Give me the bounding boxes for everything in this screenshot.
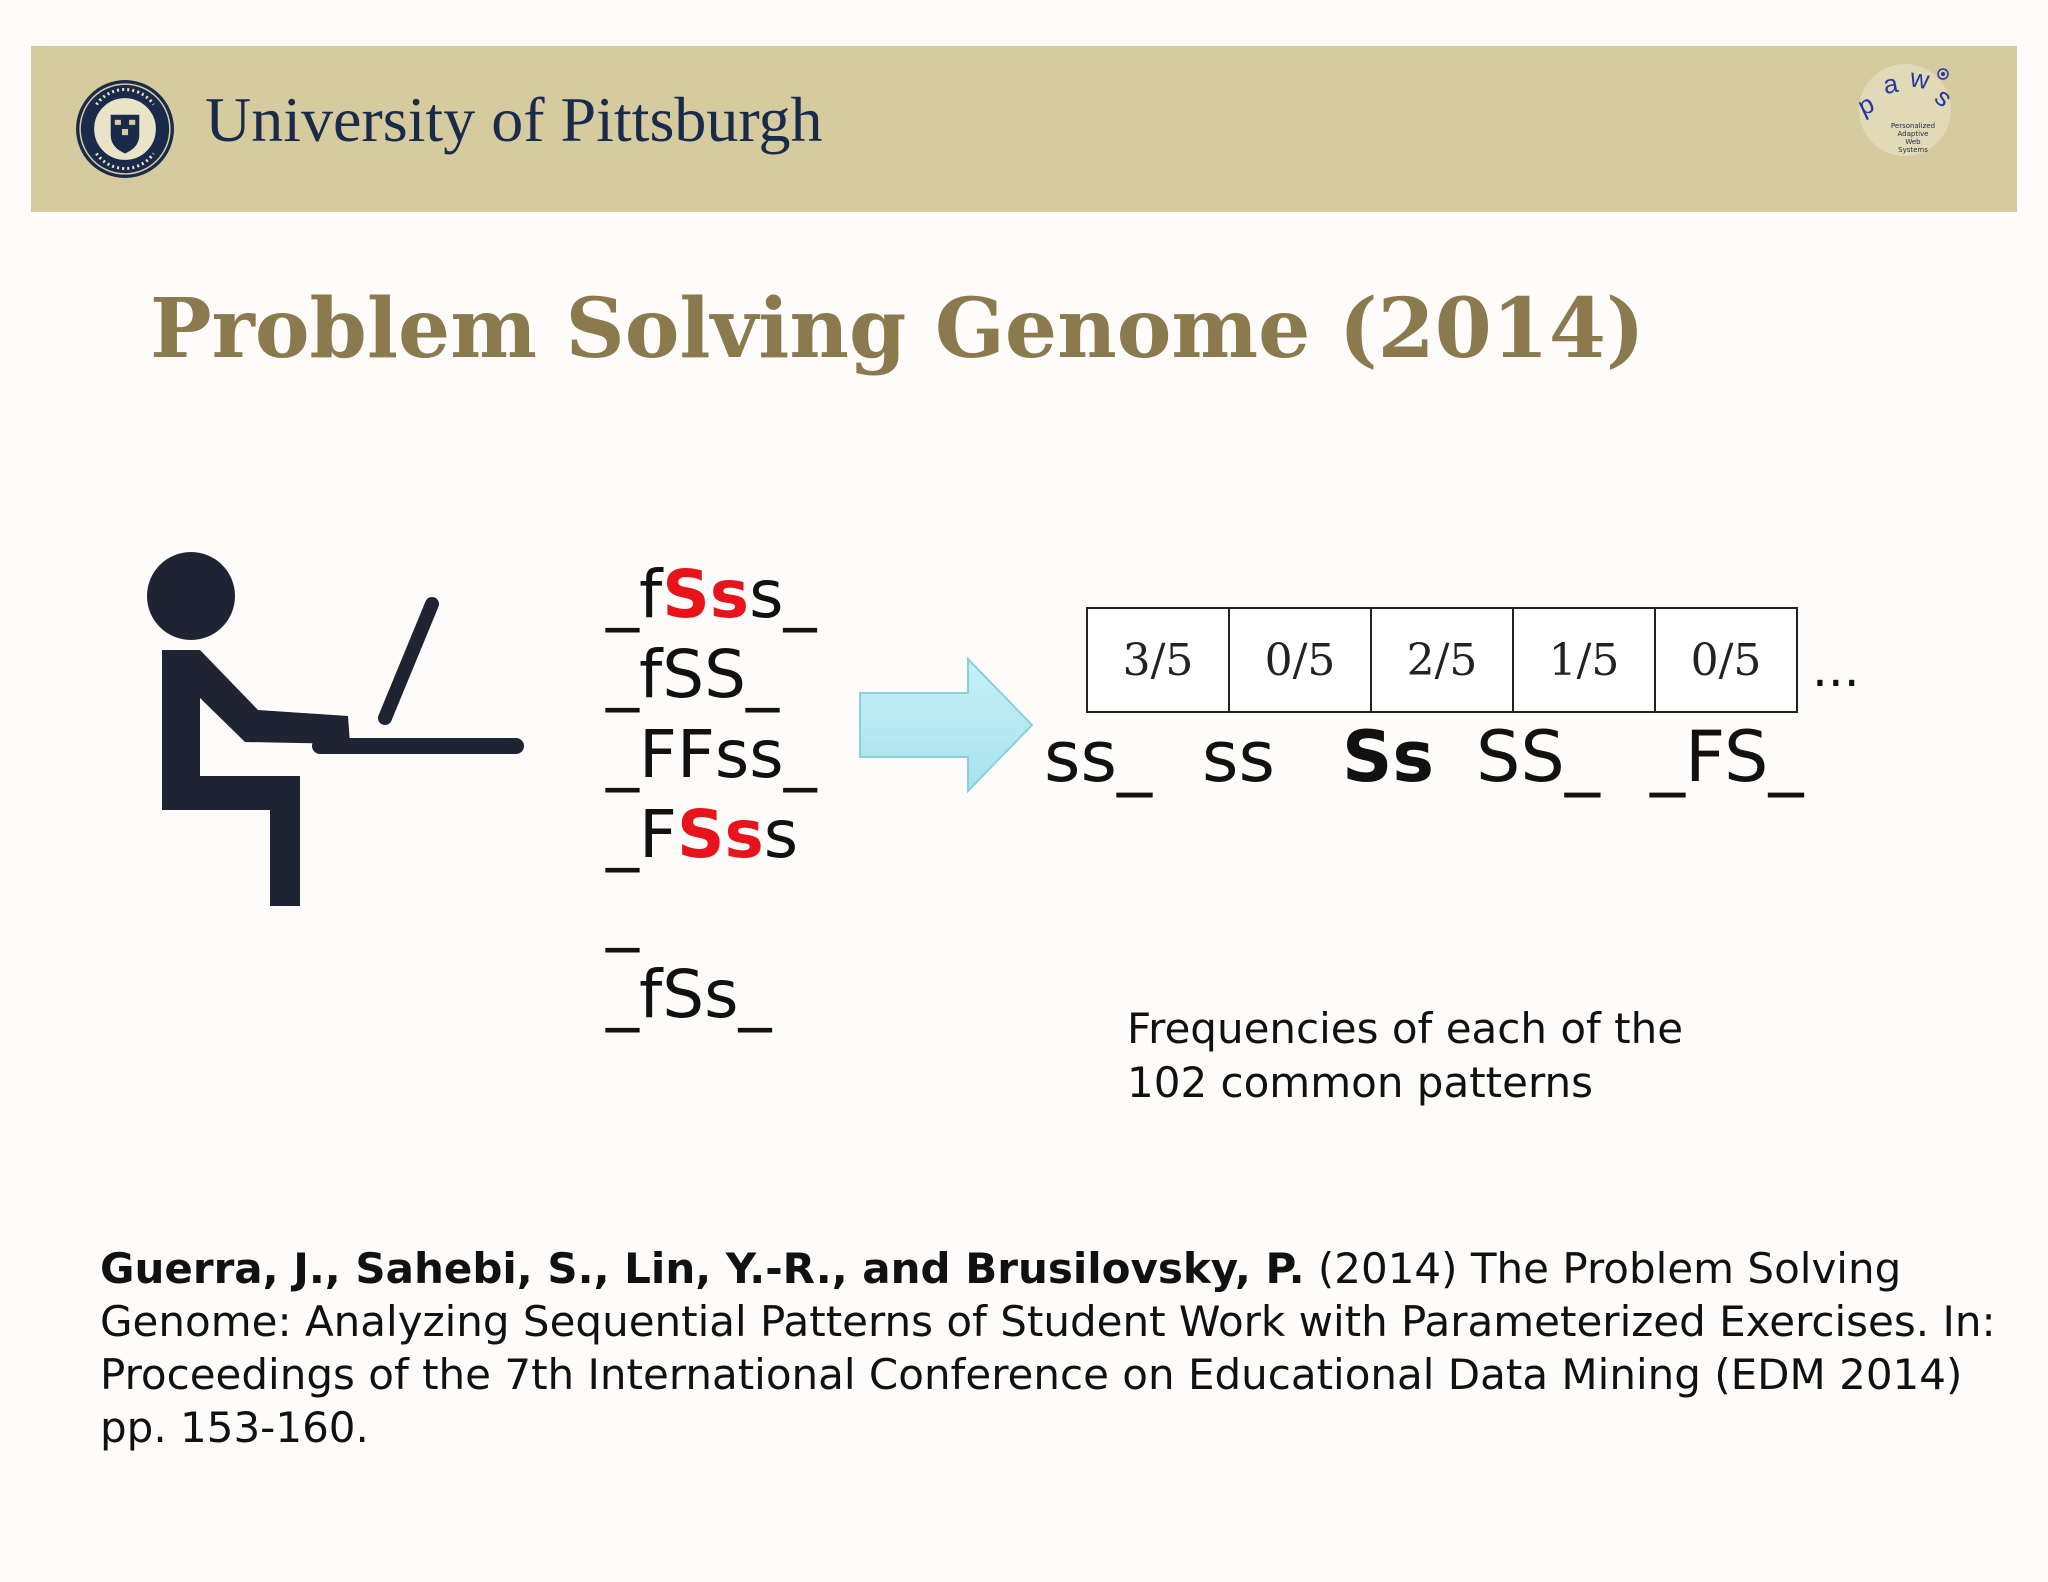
university-name: University of Pittsburgh bbox=[205, 84, 823, 155]
sequence-line bbox=[606, 875, 817, 955]
citation-text: (2014) The Problem Solving Genome: Analyzing Sequential Patterns of Student Work with Parameterized Exercises. In: Proceedings of the 7th International Conference on Educational Data Mining (EDM 2014) pp. 153-160. bbox=[100, 1244, 1996, 1452]
frequency-cell: 2/5 bbox=[1370, 607, 1514, 713]
right-arrow-icon bbox=[856, 655, 1036, 795]
sequence-line bbox=[606, 955, 817, 1035]
paws-caption: Web bbox=[1905, 138, 1921, 146]
paws-caption: Systems bbox=[1898, 146, 1928, 154]
paws-letter: a bbox=[1880, 67, 1901, 100]
frequency-cell: 0/5 bbox=[1654, 607, 1798, 713]
pattern-label: _FS_ bbox=[1650, 716, 1804, 798]
sequence-part: _fSS_ bbox=[606, 636, 780, 713]
sequence-part: _FFss_ bbox=[606, 716, 817, 793]
sequence-part: s bbox=[763, 796, 799, 873]
sequence-line bbox=[606, 795, 817, 875]
frequency-table bbox=[1086, 607, 1798, 713]
frequency-caption bbox=[1127, 1002, 1683, 1110]
pattern-label-highlighted: Ss bbox=[1342, 716, 1435, 798]
sequence-line bbox=[606, 555, 817, 635]
citation bbox=[100, 1242, 2000, 1454]
sequence-part: _f bbox=[606, 556, 663, 633]
sequence-part-highlighted: Ss bbox=[662, 556, 750, 633]
paws-letter: s bbox=[1929, 81, 1959, 113]
sequence-part: _ bbox=[606, 876, 639, 953]
paws-caption: Adaptive bbox=[1897, 130, 1929, 138]
paws-letter: w bbox=[1907, 62, 1932, 96]
caption-line: 102 common patterns bbox=[1127, 1058, 1593, 1107]
paws-caption: Personalized bbox=[1890, 122, 1936, 130]
paws-letter: p bbox=[1852, 88, 1879, 122]
paws-logo bbox=[1845, 56, 1965, 164]
pattern-label: ss bbox=[1202, 716, 1275, 798]
sequence-part: _F bbox=[606, 796, 677, 873]
university-seal-icon bbox=[74, 78, 176, 180]
sequence-part: s_ bbox=[749, 556, 817, 633]
frequency-cell: 3/5 bbox=[1086, 607, 1230, 713]
slide-title: Problem Solving Genome (2014) bbox=[150, 281, 1645, 377]
sequence-part-highlighted: Ss bbox=[676, 796, 764, 873]
sequence-list bbox=[606, 555, 817, 1035]
table-continuation-ellipsis: ... bbox=[1812, 640, 1860, 698]
pattern-label: SS_ bbox=[1476, 716, 1600, 798]
caption-line: Frequencies of each of the bbox=[1127, 1004, 1684, 1053]
person-at-laptop-icon bbox=[140, 548, 530, 916]
sequence-line bbox=[606, 715, 817, 795]
frequency-cell: 1/5 bbox=[1512, 607, 1656, 713]
sequence-part: _fSs_ bbox=[606, 956, 772, 1033]
citation-authors: Guerra, J., Sahebi, S., Lin, Y.-R., and Brusilovsky, P. bbox=[100, 1244, 1305, 1293]
pattern-label: ss_ bbox=[1044, 716, 1152, 798]
frequency-cell: 0/5 bbox=[1228, 607, 1372, 713]
sequence-line bbox=[606, 635, 817, 715]
